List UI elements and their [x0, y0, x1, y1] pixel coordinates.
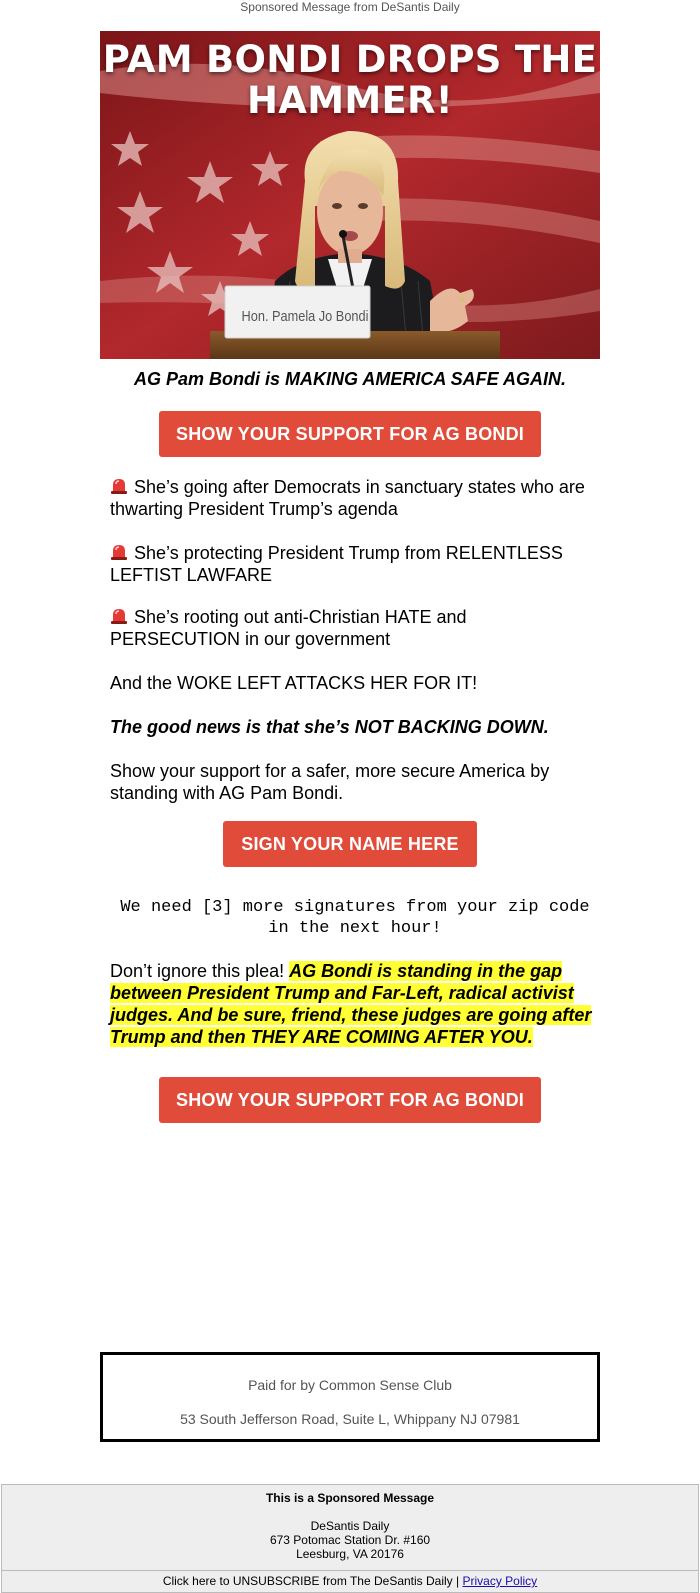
bullet-text: She’s going after Democrats in sanctuary states who are thwarting President Trump’s agenda: [110, 477, 585, 519]
paid-for-text: Paid for by Common Sense Club: [248, 1377, 452, 1393]
bullet-item: [110, 606, 600, 650]
bullet-item: [110, 476, 600, 520]
urgent-signature-notice: We need [3] more signatures from your zip code in the next hour!: [120, 898, 590, 938]
bullet-text: She’s rooting out anti-Christian HATE and PERSECUTION in our government: [110, 607, 467, 649]
footer-street: 673 Potomac Station Dr. #160: [269, 1533, 431, 1547]
bullet-item: [110, 542, 600, 586]
footer: [1, 1484, 699, 1593]
footer-title: This is a Sponsored Message: [265, 1491, 435, 1505]
siren-icon: [110, 608, 128, 624]
sponsor-notice: Sponsored Message from DeSantis Daily: [240, 0, 460, 14]
paid-for-address: 53 South Jefferson Road, Suite L, Whippany NJ 07981: [180, 1411, 520, 1427]
plea-lead: Don’t ignore this plea!: [110, 961, 290, 981]
hero-headline: PAM BONDI DROPS THE HAMMER!: [102, 38, 598, 122]
woke-left-paragraph: And the WOKE LEFT ATTACKS HER FOR IT!: [110, 673, 478, 693]
paid-for-disclaimer: [100, 1352, 600, 1442]
footer-city: Leesburg, VA 20176: [296, 1547, 404, 1561]
nameplate-text: Hon. Pamela Jo Bondi: [241, 308, 369, 325]
show-support-button-bottom[interactable]: SHOW YOUR SUPPORT FOR AG BONDI: [159, 1077, 541, 1123]
privacy-policy-link[interactable]: Privacy Policy: [462, 1574, 538, 1588]
plea-highlight: AG Bondi is standing in the gap between President Trump and Far-Left, radical activist judges. And be sure, friend, these judges are going after Trump and then THEY ARE COMING AFTER YOU.: [110, 961, 592, 1047]
footer-links: [2, 1570, 698, 1592]
tagline: AG Pam Bondi is MAKING AMERICA SAFE AGAIN.: [133, 369, 567, 389]
show-support-paragraph: Show your support for a safer, more secure America by standing with AG Pam Bondi.: [110, 761, 550, 803]
hero-image[interactable]: [100, 31, 600, 359]
link-separator: |: [452, 1574, 463, 1588]
siren-icon: [110, 544, 128, 560]
sign-name-button[interactable]: SIGN YOUR NAME HERE: [223, 821, 477, 867]
footer-address: [2, 1519, 698, 1561]
unsubscribe-link[interactable]: Click here to UNSUBSCRIBE from The DeSantis Daily: [162, 1574, 453, 1588]
plea-paragraph: [110, 960, 600, 1048]
siren-icon: [110, 478, 128, 494]
good-news-paragraph: The good news is that she’s NOT BACKING DOWN.: [110, 717, 549, 737]
footer-org: DeSantis Daily: [310, 1519, 390, 1533]
show-support-button-top[interactable]: SHOW YOUR SUPPORT FOR AG BONDI: [159, 411, 541, 457]
bullet-text: She’s protecting President Trump from RELENTLESS LEFTIST LAWFARE: [110, 543, 563, 585]
